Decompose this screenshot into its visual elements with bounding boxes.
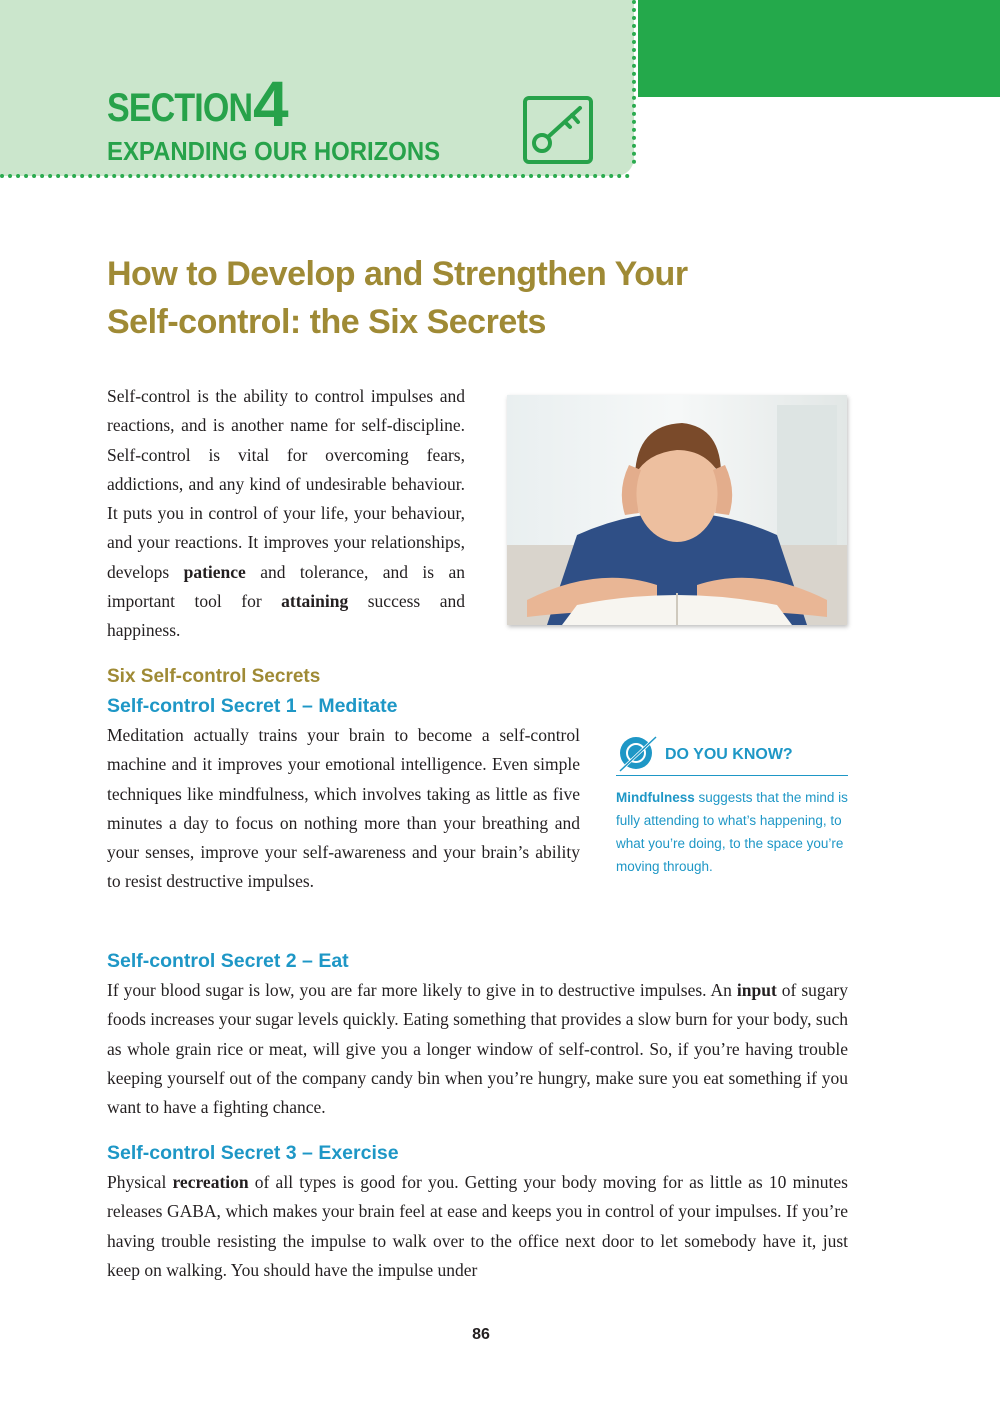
secret3-text-2: of all types is good for you. Getting your body moving for as little as 10 minutes releases GABA, which makes your brain feel at ease and keeps you in control of your impulses. If you’re having trouble resisting the impulse to walk over to the office next door to let somebody have it, just keep on walking. You should have the impulse under	[107, 1172, 848, 1280]
secret2-heading: Self-control Secret 2 – Eat	[107, 950, 349, 972]
did-you-know-body: suggests that the mind is fully attending to what’s happening, to what you’re doing, to the space you’re moving through.	[616, 790, 848, 874]
did-you-know-bold: Mindfulness	[616, 790, 695, 805]
header-green-block	[638, 0, 1000, 97]
secret2-text-1: If your blood sugar is low, you are far more likely to give in to destructive impulses. An	[107, 980, 737, 1000]
did-you-know-text	[616, 786, 848, 878]
page-title-line1: How to Develop and Strengthen Your	[107, 255, 688, 293]
page-title-line2: Self-control: the Six Secrets	[107, 303, 546, 341]
secret1-heading: Self-control Secret 1 – Meditate	[107, 695, 398, 717]
intro-bold-attaining: attaining	[281, 591, 349, 612]
secret3-text-1: Physical	[107, 1172, 173, 1192]
secret2-paragraph	[107, 976, 848, 1122]
secret3-heading: Self-control Secret 3 – Exercise	[107, 1142, 399, 1164]
boy-studying-photo	[507, 395, 847, 625]
header-dotted-border	[0, 174, 630, 178]
did-you-know-divider	[616, 775, 848, 776]
intro-text-3: success and happiness.	[107, 591, 465, 641]
page-number: 86	[472, 1326, 490, 1343]
section-number: 4	[253, 68, 289, 140]
header-dotted-border-right	[632, 0, 636, 164]
section-title: EXPANDING OUR HORIZONS	[107, 136, 441, 166]
secret2-text-2: of sugary foods increases your sugar levels quickly. Eating something that provides a slow burn for your body, such as whole grain rice or meat, will give you a longer window of self-control. So, if you’re having trouble keeping yourself out of the company candy bin when you’re hungry, make sure you eat something if you want to have a fighting chance.	[107, 980, 848, 1118]
secret3-bold-recreation: recreation	[172, 1172, 249, 1192]
intro-text-2: and tolerance, and is an important tool for	[107, 561, 465, 612]
section-label: SECTION	[107, 86, 253, 130]
secret1-paragraph: Meditation actually trains your brain to become a self-control machine and it improves your emotional intelligence. Even simple techniques like mindfulness, which involves taking as little as five minutes a day to focus on nothing more than your breathing and your senses, improve your self-awareness and your brain’s ability to resist destructive impulses.	[107, 725, 580, 892]
intro-bold-patience: patience	[183, 561, 246, 582]
intro-text-1: Self-control is the ability to control impulses and reactions, and is another name for self-discipline. Self-control is vital for overcoming fears, addictions, and any kind of undesirable behaviour. It puts you in control of your life, your behaviour, and your reactions. It improves your relationships, develops	[107, 386, 465, 582]
key-icon	[522, 95, 594, 165]
secret2-bold-input: input	[736, 980, 777, 1000]
did-you-know-title: DO YOU KNOW?	[665, 746, 793, 763]
page-title	[107, 250, 867, 346]
pen-circle-icon	[616, 733, 660, 773]
secrets-heading: Six Self-control Secrets	[107, 666, 321, 687]
intro-paragraph	[107, 382, 465, 646]
secret3-paragraph	[107, 1168, 848, 1285]
